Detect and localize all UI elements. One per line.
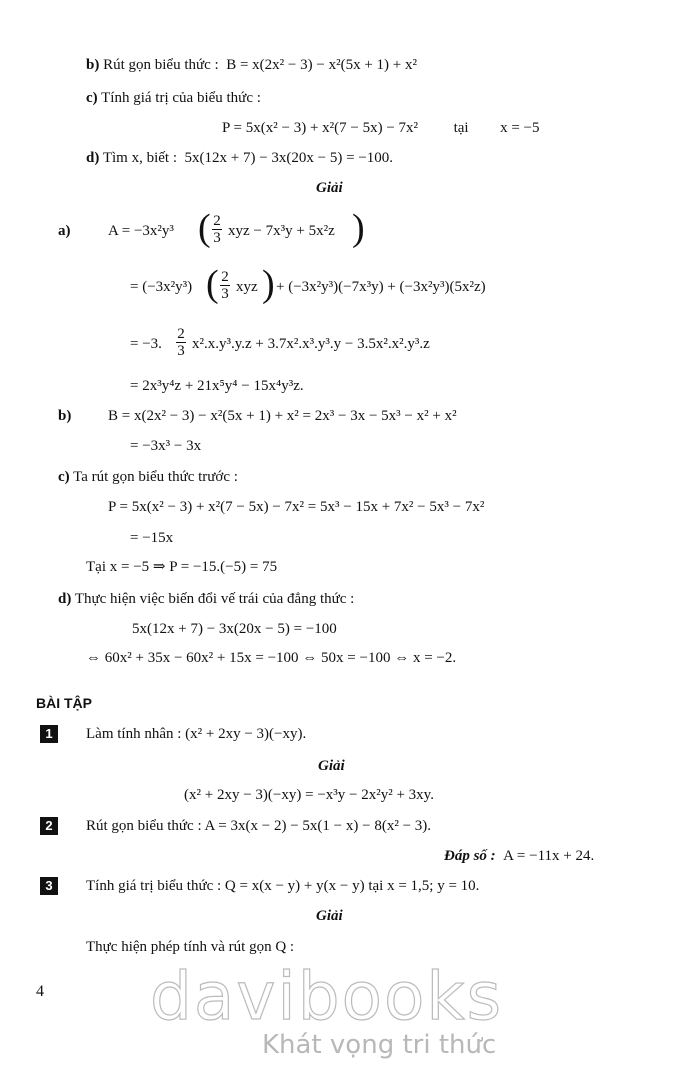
sol-c-line2: = −15x	[130, 530, 174, 546]
sol-d-intro: Thực hiện việc biến đổi vế trái của đẳng thức :	[74, 591, 355, 607]
frac-denominator: 3	[221, 286, 229, 302]
open-paren: (	[198, 207, 211, 249]
sol-c-line3: Tại x = −5 ⇒ P = −15.(−5) = 75	[86, 559, 278, 575]
sol-b-line1: B = x(2x² − 3) − x²(5x + 1) + x² = 2x³ − 3x − 5x³ − x² + x²	[108, 408, 457, 424]
sol-a-line1-prefix: A = −3x²y³	[108, 223, 174, 239]
problem-c	[86, 88, 261, 108]
sol-d-label: d)	[58, 591, 72, 607]
sol-a-line2-prefix: = (−3x²y³)	[130, 279, 193, 295]
sol-a-line4: = 2x³y⁴z + 21x⁵y⁴ − 15x⁴y³z.	[130, 378, 304, 394]
problem-b	[86, 55, 417, 75]
sol-a-line3-rest: x².x.y³.y.z + 3.7x².x³.y³.y − 3.5x².x².y³.z	[192, 336, 430, 352]
problem-c-text: Tính giá trị của biểu thức :	[101, 90, 261, 106]
exercise-2-answer: A = −11x + 24.	[503, 848, 595, 864]
open-paren: (	[206, 263, 219, 305]
close-paren: )	[352, 207, 365, 249]
exercise-1-text: Làm tính nhân : (x² + 2xy − 3)(−xy).	[86, 726, 307, 742]
sol-a-line3-prefix: = −3.	[130, 336, 162, 352]
frac-numerator: 2	[221, 269, 229, 285]
exercise-2-answer-label: Đáp số :	[444, 848, 496, 864]
problem-c-expr-line	[222, 118, 539, 138]
sol-d-line1: 5x(12x + 7) − 3x(20x − 5) = −100	[132, 621, 337, 637]
sol-a-line1-frac	[212, 213, 222, 246]
exercise-1-answer: (x² + 2xy − 3)(−xy) = −x³y − 2x²y² + 3xy.	[184, 787, 434, 803]
exercise-2-number: 2	[40, 817, 58, 835]
exercise-1-solution-title: Giải	[318, 758, 345, 774]
sol-c-intro: Ta rút gọn biểu thức trước :	[73, 469, 238, 485]
exercise-3-intro: Thực hiện phép tính và rút gọn Q :	[86, 939, 295, 955]
sol-a-line2-mid: xyz	[236, 279, 258, 295]
page-number: 4	[36, 983, 44, 1000]
sol-c	[58, 467, 238, 487]
frac-denominator: 3	[213, 230, 221, 246]
watermark-logo: davibooks	[150, 958, 503, 1035]
sol-c-line1: P = 5x(x² − 3) + x²(7 − 5x) − 7x² = 5x³ − 15x + 7x² − 5x³ − 7x²	[108, 499, 485, 515]
frac-numerator: 2	[177, 326, 185, 342]
frac-numerator: 2	[213, 213, 221, 229]
problem-c-at: tại	[453, 120, 469, 136]
sol-a-line3-frac	[176, 326, 186, 359]
problem-c-expr: P = 5x(x² − 3) + x²(7 − 5x) − 7x²	[222, 120, 419, 136]
sol-d-line2: ⇔ 60x² + 35x − 60x² + 15x = −100 ⇔ 50x = −100 ⇔ x = −2.	[86, 650, 457, 666]
problem-c-value: x = −5	[500, 120, 540, 136]
sol-b-line2: = −3x³ − 3x	[130, 438, 202, 454]
frac-denominator: 3	[177, 343, 185, 359]
sol-d	[58, 589, 354, 609]
problem-b-expr: B = x(2x² − 3) − x²(5x + 1) + x²	[226, 57, 417, 73]
sol-a-label: a)	[58, 223, 71, 239]
watermark-slogan: Khát vọng tri thức	[262, 1030, 497, 1060]
problem-d-text: Tìm x, biết :	[102, 150, 177, 166]
exercise-2-answer-line	[444, 846, 594, 866]
sol-c-label: c)	[58, 469, 70, 485]
exercise-3-solution-title: Giải	[316, 908, 343, 924]
label-b: b)	[86, 57, 100, 73]
close-paren: )	[262, 263, 275, 305]
exercise-1-number: 1	[40, 725, 58, 743]
problem-d	[86, 148, 393, 168]
solution-title: Giải	[316, 180, 343, 196]
sol-b-label: b)	[58, 408, 72, 424]
sol-a-line2-frac	[220, 269, 230, 302]
label-d: d)	[86, 150, 100, 166]
exercise-3-text: Tính giá trị biểu thức : Q = x(x − y) + y(x − y) tại x = 1,5; y = 10.	[86, 878, 480, 894]
sol-a-line1-rest: xyz − 7x³y + 5x²z	[228, 223, 335, 239]
problem-d-expr: 5x(12x + 7) − 3x(20x − 5) = −100.	[184, 150, 394, 166]
problem-b-text: Rút gọn biểu thức :	[103, 57, 219, 73]
sol-a-line2-rest: + (−3x²y³)(−7x³y) + (−3x²y³)(5x²z)	[276, 279, 486, 295]
exercises-heading: BÀI TẬP	[36, 695, 92, 711]
exercise-3-number: 3	[40, 877, 58, 895]
exercise-2-text: Rút gọn biểu thức : A = 3x(x − 2) − 5x(1 − x) − 8(x² − 3).	[86, 818, 432, 834]
label-c: c)	[86, 90, 98, 106]
